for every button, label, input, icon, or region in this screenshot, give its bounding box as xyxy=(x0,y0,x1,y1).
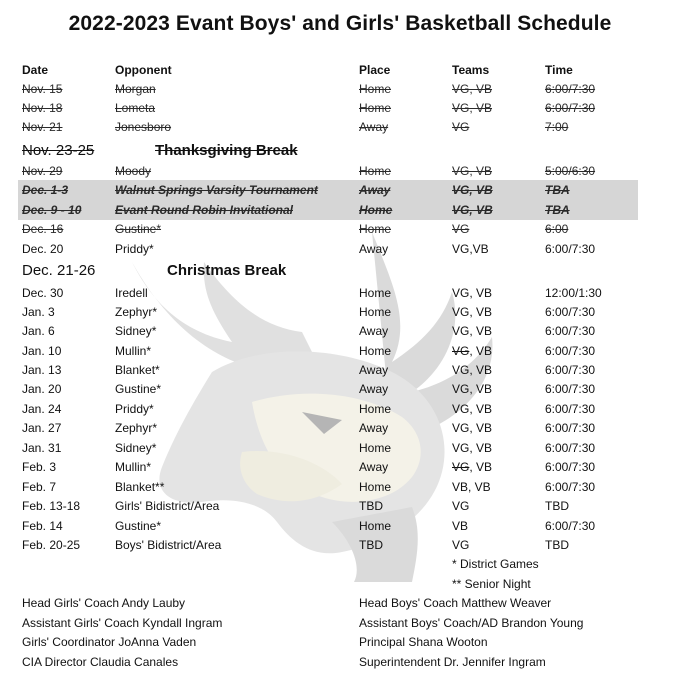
game-teams xyxy=(452,342,492,361)
game-teams: VG, VB xyxy=(452,101,493,115)
header-teams: Teams xyxy=(452,63,490,77)
game-opponent: Sidney* xyxy=(115,324,157,338)
game-opponent: Priddy* xyxy=(115,242,154,256)
game-time: 5:00/6:30 xyxy=(545,164,596,178)
game-place: TBD xyxy=(359,499,383,513)
game-row xyxy=(0,303,680,322)
game-teams: VB xyxy=(452,519,469,533)
game-place: Home xyxy=(359,286,392,300)
game-row xyxy=(0,118,680,137)
game-place: Away xyxy=(359,460,389,474)
game-place: Home xyxy=(359,344,392,358)
game-place: Away xyxy=(359,183,391,197)
game-teams xyxy=(452,458,492,477)
game-date: Jan. 6 xyxy=(22,324,55,338)
game-time: 6:00/7:30 xyxy=(545,101,596,115)
game-opponent: Mullin* xyxy=(115,460,152,474)
game-place: Away xyxy=(359,363,389,377)
game-opponent: Blanket** xyxy=(115,480,165,494)
game-opponent: Girls' Bidistrict/Area xyxy=(115,499,220,513)
game-row xyxy=(0,322,680,341)
game-opponent: Lometa xyxy=(115,101,156,115)
game-time: 6:00/7:30 xyxy=(545,344,596,358)
break-label: Thanksgiving Break xyxy=(155,142,298,159)
game-time: TBA xyxy=(545,203,570,217)
game-teams: VG xyxy=(452,499,470,513)
game-opponent: Priddy* xyxy=(115,402,154,416)
game-row xyxy=(0,458,680,477)
header-place: Place xyxy=(359,63,391,77)
game-place: Home xyxy=(359,203,393,217)
game-place: Home xyxy=(359,164,392,178)
game-teams: VG, VB xyxy=(452,82,493,96)
game-row xyxy=(0,284,680,303)
game-teams: VG, VB xyxy=(452,441,493,455)
game-time: 6:00/7:30 xyxy=(545,242,596,256)
break-date: Nov. 23-25 xyxy=(22,142,95,159)
game-time: 6:00/7:30 xyxy=(545,402,596,416)
game-place: Home xyxy=(359,222,392,236)
game-date: Feb. 20-25 xyxy=(22,538,81,552)
game-place: Home xyxy=(359,519,392,533)
game-opponent: Mullin* xyxy=(115,344,152,358)
game-time: 6:00/7:30 xyxy=(545,441,596,455)
game-teams: VG xyxy=(452,120,470,134)
game-time: TBD xyxy=(545,499,569,513)
game-opponent: Walnut Springs Varsity Tournament xyxy=(115,183,318,197)
senior-night-note: ** Senior Night xyxy=(452,577,531,591)
game-time: 6:00/7:30 xyxy=(545,382,596,396)
header-time: Time xyxy=(545,63,573,77)
game-date: Nov. 18 xyxy=(22,101,63,115)
game-opponent: Iredell xyxy=(115,286,148,300)
game-place: Home xyxy=(359,101,392,115)
game-row xyxy=(0,380,680,399)
game-time: 6:00/7:30 xyxy=(545,460,596,474)
break-label: Christmas Break xyxy=(167,262,287,279)
game-opponent: Zephyr* xyxy=(115,305,158,319)
game-opponent: Morgan xyxy=(115,82,156,96)
game-place: Away xyxy=(359,382,389,396)
game-date: Feb. 3 xyxy=(22,460,57,474)
game-row xyxy=(0,99,680,118)
teams-remaining: , VB xyxy=(469,460,493,474)
game-teams: VG, VB xyxy=(452,363,493,377)
game-date: Dec. 1-3 xyxy=(22,183,69,197)
district-games-note: * District Games xyxy=(452,557,539,571)
game-place: Away xyxy=(359,421,389,435)
game-teams: VG, VB xyxy=(452,203,493,217)
game-date: Jan. 3 xyxy=(22,305,55,319)
game-opponent: Boys' Bidistrict/Area xyxy=(115,538,222,552)
staff-right-item: Superintendent Dr. Jennifer Ingram xyxy=(359,655,546,669)
game-teams: VG, VB xyxy=(452,183,493,197)
game-row xyxy=(0,497,680,516)
game-date: Jan. 13 xyxy=(22,363,62,377)
game-place: Home xyxy=(359,402,392,416)
game-opponent: Evant Round Robin Invitational xyxy=(115,203,293,217)
game-place: Home xyxy=(359,441,392,455)
game-place: Home xyxy=(359,480,392,494)
game-row xyxy=(0,361,680,380)
game-date: Jan. 20 xyxy=(22,382,62,396)
game-time: 6:00 xyxy=(545,222,569,236)
game-row xyxy=(0,240,680,259)
game-date: Nov. 21 xyxy=(22,120,63,134)
game-time: 6:00/7:30 xyxy=(545,305,596,319)
game-date: Jan. 27 xyxy=(22,421,62,435)
game-opponent: Gustine* xyxy=(115,519,162,533)
game-date: Nov. 29 xyxy=(22,164,63,178)
game-teams: VG, VB xyxy=(452,286,493,300)
tournament-row xyxy=(0,181,680,200)
game-opponent: Gustine* xyxy=(115,222,162,236)
staff-left-item: Assistant Girls' Coach Kyndall Ingram xyxy=(22,616,223,630)
game-teams: VG, VB xyxy=(452,305,493,319)
game-time: TBD xyxy=(545,538,569,552)
game-place: Home xyxy=(359,82,392,96)
game-teams: VG, VB xyxy=(452,402,493,416)
teams-remaining: , VB xyxy=(469,344,493,358)
game-row xyxy=(0,400,680,419)
game-opponent: Blanket* xyxy=(115,363,160,377)
game-date: Feb. 14 xyxy=(22,519,63,533)
game-teams: VG xyxy=(452,222,470,236)
game-date: Feb. 7 xyxy=(22,480,57,494)
game-opponent: Zephyr* xyxy=(115,421,158,435)
game-date: Dec. 9 - 10 xyxy=(22,203,82,217)
page-title: 2022-2023 Evant Boys' and Girls' Basketball Schedule xyxy=(68,12,612,35)
game-teams: VG, VB xyxy=(452,324,493,338)
staff-left-item: Head Girls' Coach Andy Lauby xyxy=(22,596,186,610)
header-opponent: Opponent xyxy=(115,63,172,77)
christmas-break-row xyxy=(0,260,680,282)
game-place: Away xyxy=(359,324,389,338)
game-teams: VG, VB xyxy=(452,382,493,396)
staff-right-item: Head Boys' Coach Matthew Weaver xyxy=(359,596,552,610)
game-row xyxy=(0,80,680,99)
schedule-header xyxy=(0,61,680,80)
game-place: Away xyxy=(359,242,389,256)
game-teams: VG, VB xyxy=(452,164,493,178)
break-date: Dec. 21-26 xyxy=(22,262,96,279)
game-row xyxy=(0,478,680,497)
game-time: 6:00/7:30 xyxy=(545,363,596,377)
game-time: 6:00/7:30 xyxy=(545,421,596,435)
game-row xyxy=(0,419,680,438)
game-row xyxy=(0,162,680,181)
game-time: 6:00/7:30 xyxy=(545,480,596,494)
game-date: Dec. 20 xyxy=(22,242,64,256)
game-row xyxy=(0,439,680,458)
header-date: Date xyxy=(22,63,49,77)
game-place: Home xyxy=(359,305,392,319)
thanksgiving-break-row xyxy=(0,140,680,162)
game-place: Away xyxy=(359,120,389,134)
game-time: 6:00/7:30 xyxy=(545,519,596,533)
game-date: Feb. 13-18 xyxy=(22,499,81,513)
tournament-row xyxy=(0,201,680,220)
game-opponent: Gustine* xyxy=(115,382,162,396)
game-date: Jan. 31 xyxy=(22,441,62,455)
game-opponent: Moody xyxy=(115,164,152,178)
game-date: Nov. 15 xyxy=(22,82,63,96)
game-teams: VG, VB xyxy=(452,421,493,435)
game-teams: VB, VB xyxy=(452,480,491,494)
game-teams: VG,VB xyxy=(452,242,489,256)
staff-right-item: Assistant Boys' Coach/AD Brandon Young xyxy=(359,616,584,630)
game-time: TBA xyxy=(545,183,570,197)
teams-cancelled: VG xyxy=(452,460,470,474)
game-place: TBD xyxy=(359,538,383,552)
staff-right-item: Principal Shana Wooton xyxy=(359,635,488,649)
staff-left-item: CIA Director Claudia Canales xyxy=(22,655,179,669)
game-row xyxy=(0,517,680,536)
game-row xyxy=(0,536,680,555)
game-opponent: Sidney* xyxy=(115,441,157,455)
game-time: 12:00/1:30 xyxy=(545,286,602,300)
game-date: Jan. 24 xyxy=(22,402,62,416)
game-date: Jan. 10 xyxy=(22,344,62,358)
game-time: 7:00 xyxy=(545,120,569,134)
teams-cancelled: VG xyxy=(452,344,470,358)
game-date: Dec. 16 xyxy=(22,222,64,236)
game-row xyxy=(0,220,680,239)
game-date: Dec. 30 xyxy=(22,286,64,300)
game-time: 6:00/7:30 xyxy=(545,324,596,338)
game-teams: VG xyxy=(452,538,470,552)
staff-left-item: Girls' Coordinator JoAnna Vaden xyxy=(22,635,197,649)
game-time: 6:00/7:30 xyxy=(545,82,596,96)
game-row xyxy=(0,342,680,361)
game-opponent: Jonesboro xyxy=(115,120,172,134)
